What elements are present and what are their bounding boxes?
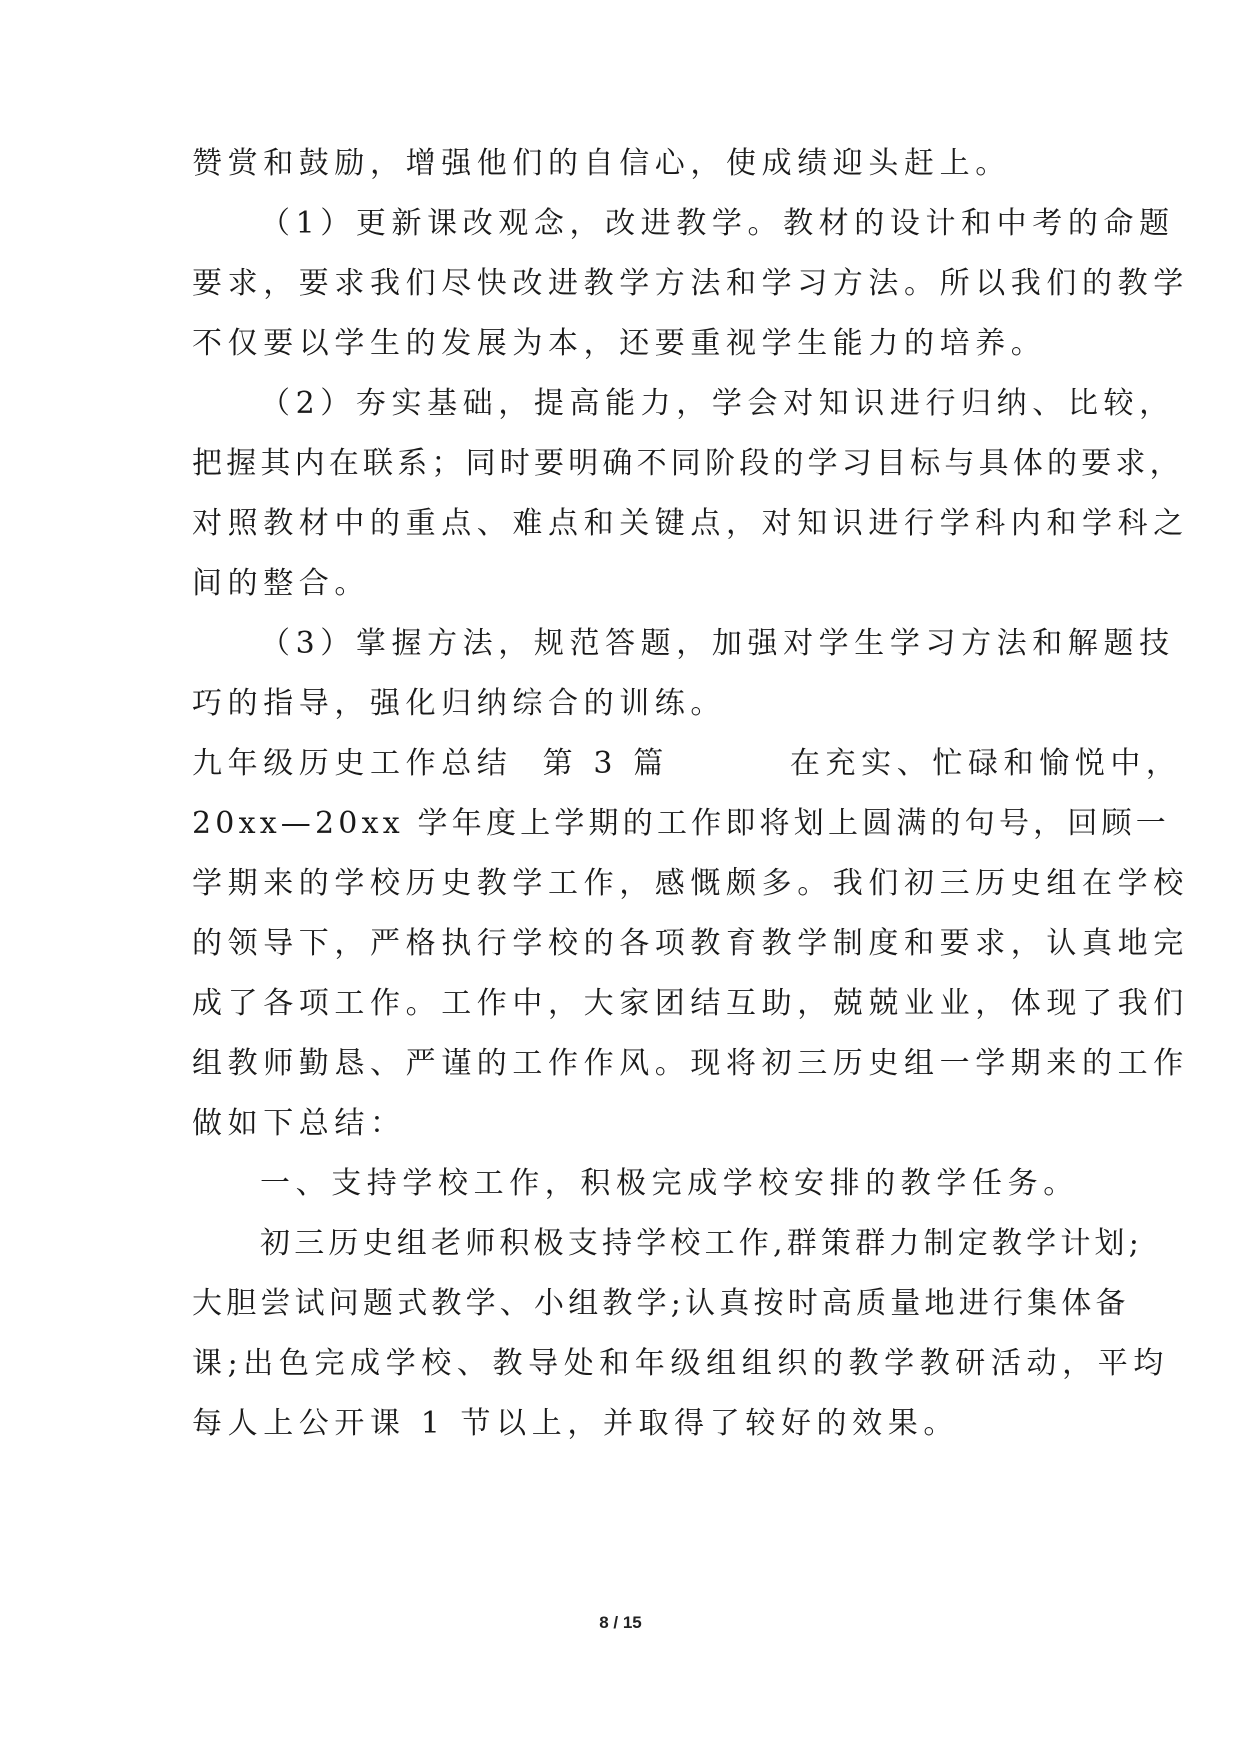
- text-line: 大胆尝试问题式教学、小组教学;认真按时高质量地进行集体备: [192, 1286, 1130, 1321]
- text-line: 课;出色完成学校、教导处和年级组组织的教学教研活动，平均: [192, 1346, 1169, 1381]
- text-line: 组教师勤恳、严谨的工作作风。现将初三历史组一学期来的工作: [192, 1046, 1189, 1081]
- text-line: 不仅要以学生的发展为本，还要重视学生能力的培养。: [192, 326, 1047, 361]
- text-line: 要求，要求我们尽快改进教学方法和学习方法。所以我们的教学: [192, 266, 1189, 301]
- text-line: 成了各项工作。工作中，大家团结互助，兢兢业业，体现了我们: [192, 986, 1189, 1021]
- text-line: 学期来的学校历史教学工作，感慨颇多。我们初三历史组在学校: [192, 866, 1189, 901]
- text-line: （3）掌握方法，规范答题，加强对学生学习方法和解题技: [260, 626, 1175, 661]
- text-line: 20xx—20xx 学年度上学期的工作即将划上圆满的句号，回顾一: [192, 806, 1170, 841]
- text-line: 把握其内在联系；同时要明确不同阶段的学习目标与具体的要求，: [192, 446, 1184, 481]
- section-heading-line: 九年级历史工作总结 第 3 篇 在充实、忙碌和愉悦中，: [192, 746, 1182, 781]
- text-line: 间的整合。: [192, 566, 370, 601]
- text-line: 初三历史组老师积极支持学校工作,群策群力制定教学计划;: [260, 1226, 1144, 1261]
- text-line: （1）更新课改观念，改进教学。教材的设计和中考的命题: [260, 206, 1175, 241]
- text-line: （2）夯实基础，提高能力，学会对知识进行归纳、比较，: [260, 386, 1175, 421]
- text-line: 对照教材中的重点、难点和关键点，对知识进行学科内和学科之: [192, 506, 1189, 541]
- text-line: 赞赏和鼓励，增强他们的自信心，使成绩迎头赶上。: [192, 146, 1011, 181]
- text-line: 的领导下，严格执行学校的各项教育教学制度和要求，认真地完: [192, 926, 1189, 961]
- subheading-line: 一、支持学校工作，积极完成学校安排的教学任务。: [260, 1166, 1079, 1201]
- text-line: 做如下总结：: [192, 1106, 406, 1141]
- text-line: 每人上公开课 1 节以上，并取得了较好的效果。: [192, 1406, 959, 1441]
- text-line: 巧的指导，强化归纳综合的训练。: [192, 686, 726, 721]
- page-number: 8 / 15: [599, 1613, 642, 1632]
